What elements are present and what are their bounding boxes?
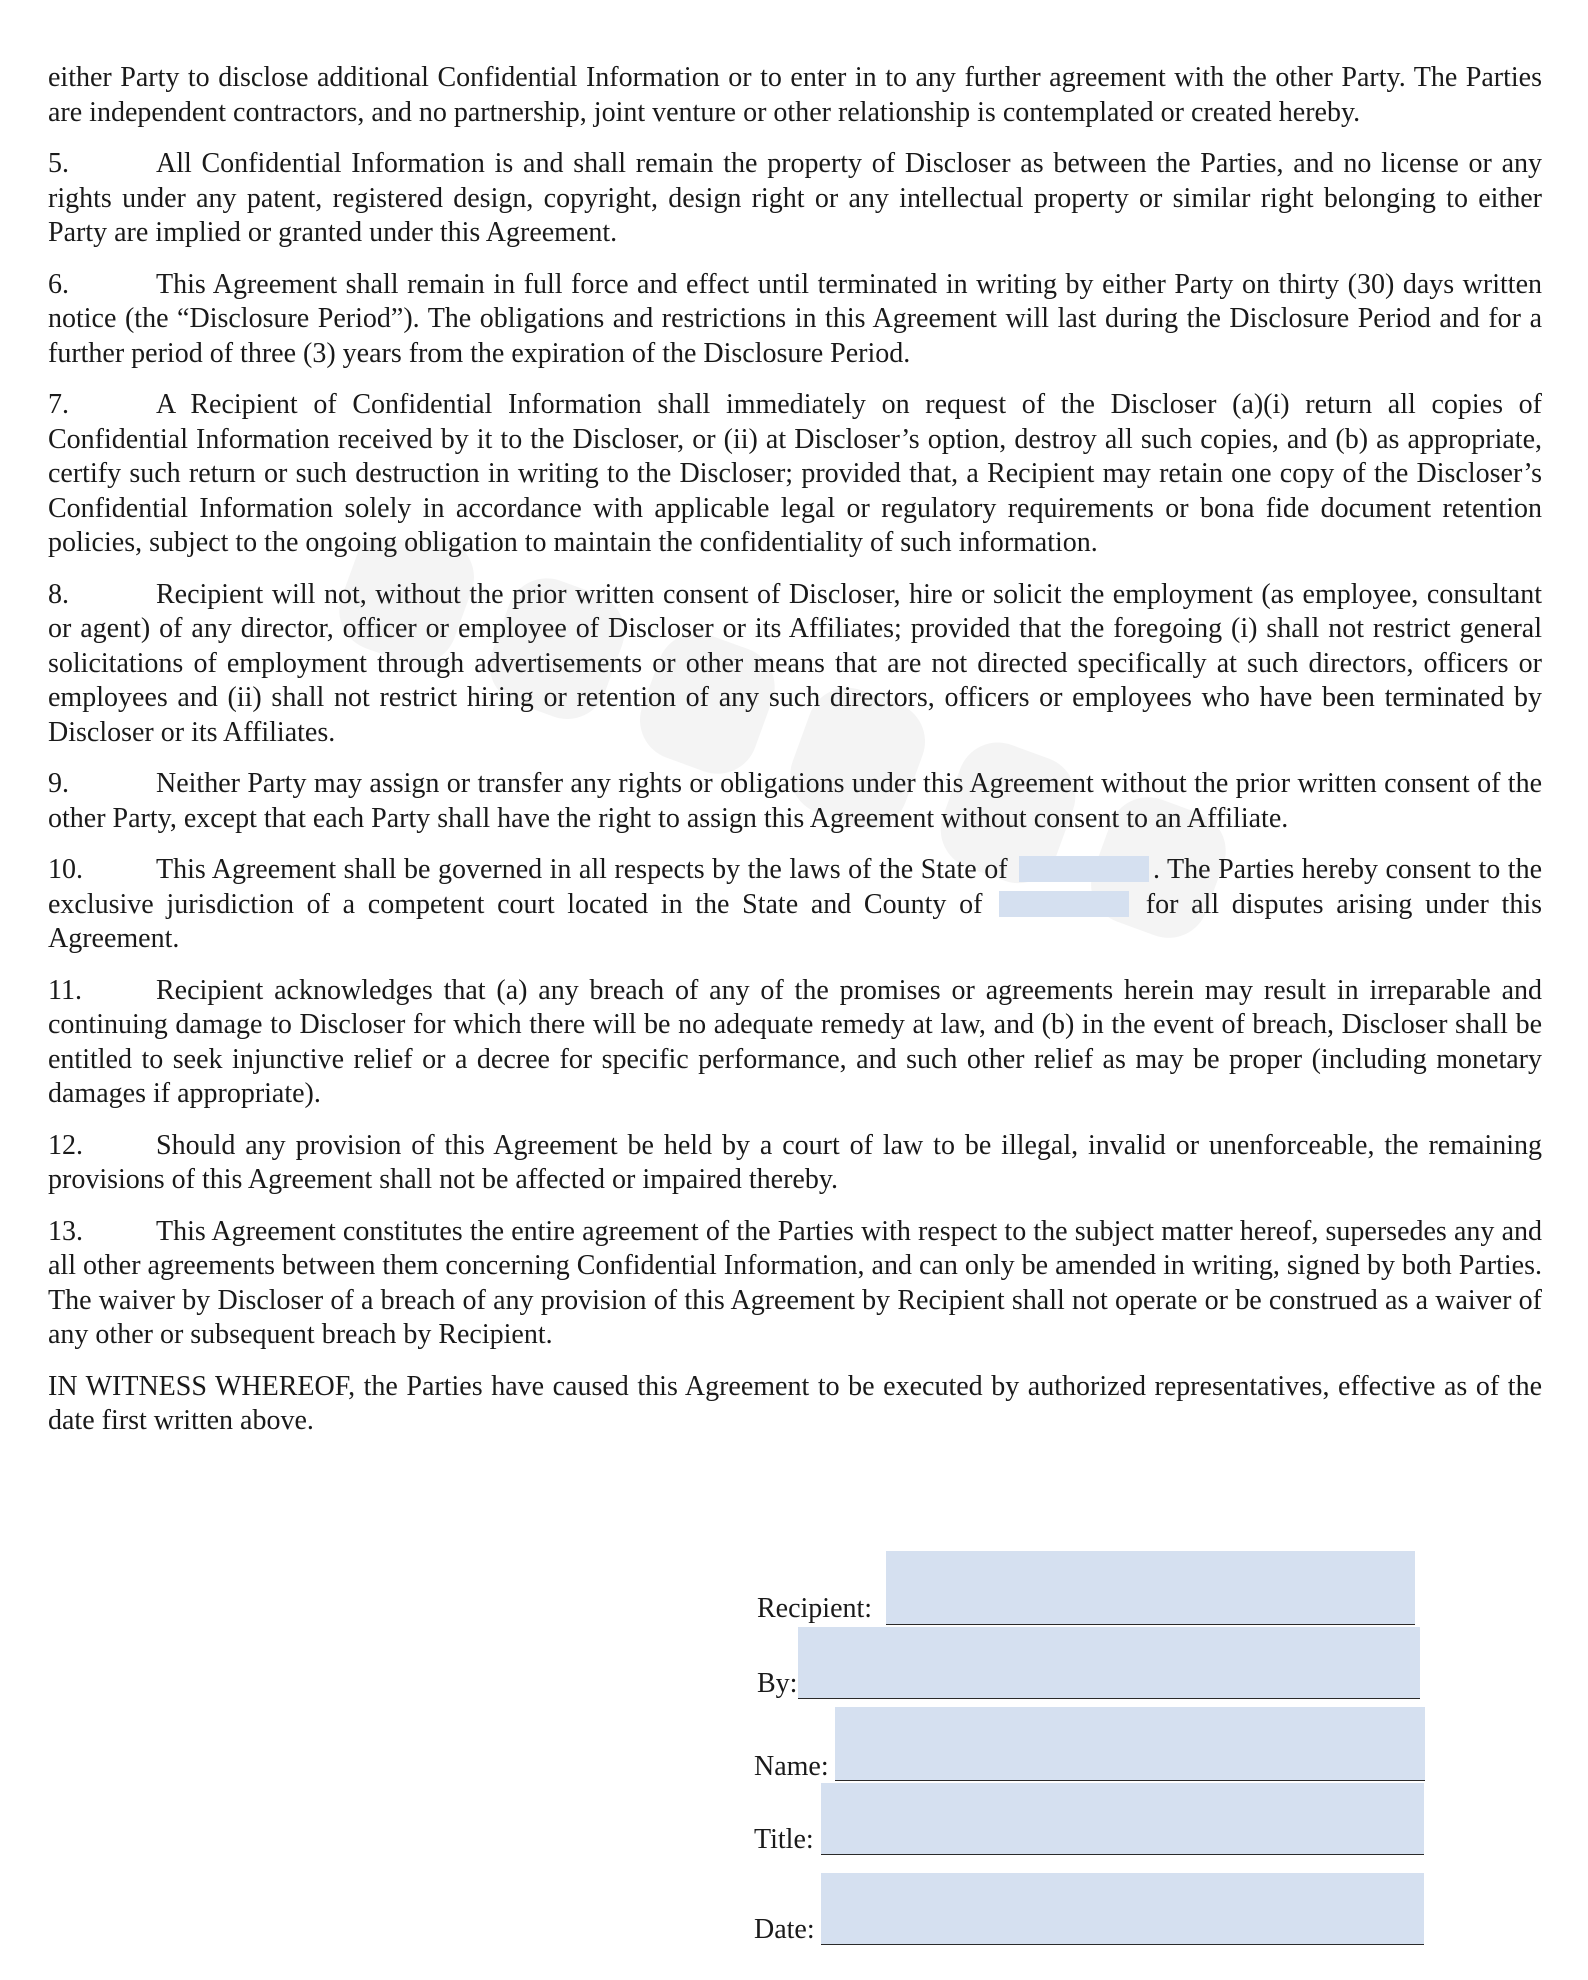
clause-10 <box>48 853 1542 957</box>
clause-text: This Agreement shall remain in full force and effect until terminated in writing by either Party on thirty (30) days written notice (the “Disclosure Period”). The obligations and restrictions in this Agreement will last during the Disclosure Period and for a further period of three (3) years from the expiration of the Disclosure Period. <box>48 268 1542 369</box>
recipient-label: Recipient: <box>757 1593 873 1624</box>
date-field[interactable] <box>821 1873 1424 1945</box>
clause-number: 5. <box>48 148 69 179</box>
clause-continuation <box>48 61 1542 130</box>
witness-text: IN WITNESS WHEREOF, the Parties have caused this Agreement to be executed by authorized representatives, effective as of the date first written above. <box>48 1370 1542 1436</box>
title-field[interactable] <box>821 1783 1424 1855</box>
clause-number: 11. <box>48 974 82 1006</box>
clause-5 <box>48 147 1542 251</box>
clause-11 <box>48 974 1542 1112</box>
clause-text: . The Parties hereby consent to the exclusive jurisdiction of a competent court located in the State and County of <box>48 854 1542 920</box>
clause-text: for all disputes arising under this Agreement. <box>48 888 1543 954</box>
clause-text: either Party to disclose additional Confidential Information or to enter in to any further agreement with the other Party. The Parties are independent contractors, and no partnership, joint venture or other relationship is contemplated or created hereby. <box>48 62 1542 128</box>
clause-text: Neither Party may assign or transfer any rights or obligations under this Agreement without the prior written consent of the other Party, except that each Party shall have the right to assign this Agreement without consent to an Affiliate. <box>48 768 1542 834</box>
clause-number: 10. <box>48 854 83 885</box>
clause-number: 8. <box>48 578 69 610</box>
clause-number: 12. <box>48 1129 83 1161</box>
clause-9 <box>48 767 1542 836</box>
clause-text: Recipient will not, without the prior written consent of Discloser, hire or solicit the employment (as employee, consultant or agent) of any director, officer or employee of Discloser or its Affiliates; provided that the foregoing (i) shall not restrict general solicitations of employment through advertisements or other means that are not directed specifically at such directors, officers or employees and (ii) shall not restrict hiring or retention of any such directors, officers or employees who have been terminated by Discloser or its Affiliates. <box>48 578 1542 748</box>
clause-13 <box>48 1215 1542 1353</box>
name-field[interactable] <box>835 1707 1425 1781</box>
witness-statement <box>48 1370 1542 1439</box>
by-field[interactable] <box>798 1627 1420 1699</box>
county-field[interactable] <box>999 891 1129 917</box>
clause-8 <box>48 578 1542 751</box>
clause-6 <box>48 268 1542 372</box>
clause-number: 9. <box>48 768 69 799</box>
state-field[interactable] <box>1019 856 1149 882</box>
clause-text: All Confidential Information is and shall remain the property of Discloser as between the Parties, and no license or any rights under any patent, registered design, copyright, design right or any intellectual property or similar right belonging to either Party are implied or granted under this Agreement. <box>48 148 1542 248</box>
clause-text: Should any provision of this Agreement be held by a court of law to be illegal, invalid or unenforceable, the remaining provisions of this Agreement shall not be affected or impaired thereby. <box>48 1129 1542 1195</box>
document-body <box>48 61 1542 1456</box>
clause-text: This Agreement constitutes the entire agreement of the Parties with respect to the subject matter hereof, supersedes any and all other agreements between them concerning Confidential Information, and can only be amended in writing, signed by both Parties. The waiver by Discloser of a breach of any provision of this Agreement by Recipient shall not operate or be construed as a waiver of any other or subsequent breach by Recipient. <box>48 1215 1542 1350</box>
clause-number: 13. <box>48 1215 83 1247</box>
title-label: Title: <box>754 1824 814 1855</box>
date-label: Date: <box>754 1914 815 1945</box>
clause-text: A Recipient of Confidential Information shall immediately on request of the Discloser (a)(i) return all copies of Confidential Information received by it to the Discloser, or (ii) at Discloser’s option, destroy all such copies, and (b) as appropriate, certify such return or such destruction in writing to the Discloser; provided that, a Recipient may retain one copy of the Discloser’s Confidential Information solely in accordance with applicable legal or regulatory requirements or bona fide document retention policies, subject to the ongoing obligation to maintain the confidentiality of such information. <box>48 389 1542 558</box>
clause-number: 7. <box>48 389 69 420</box>
recipient-field[interactable] <box>886 1551 1415 1625</box>
clause-number: 6. <box>48 268 69 300</box>
clause-7 <box>48 388 1542 561</box>
name-label: Name: <box>754 1751 829 1782</box>
clause-text: This Agreement shall be governed in all respects by the laws of the State of <box>156 854 1008 885</box>
by-label: By: <box>757 1668 798 1699</box>
clause-text: Recipient acknowledges that (a) any breach of any of the promises or agreements herein may result in irreparable and continuing damage to Discloser for which there will be no adequate remedy at law, and (b) in the event of breach, Discloser shall be entitled to seek injunctive relief or a decree for specific performance, and such other relief as may be proper (including monetary damages if appropriate). <box>48 974 1542 1109</box>
clause-12 <box>48 1129 1542 1198</box>
